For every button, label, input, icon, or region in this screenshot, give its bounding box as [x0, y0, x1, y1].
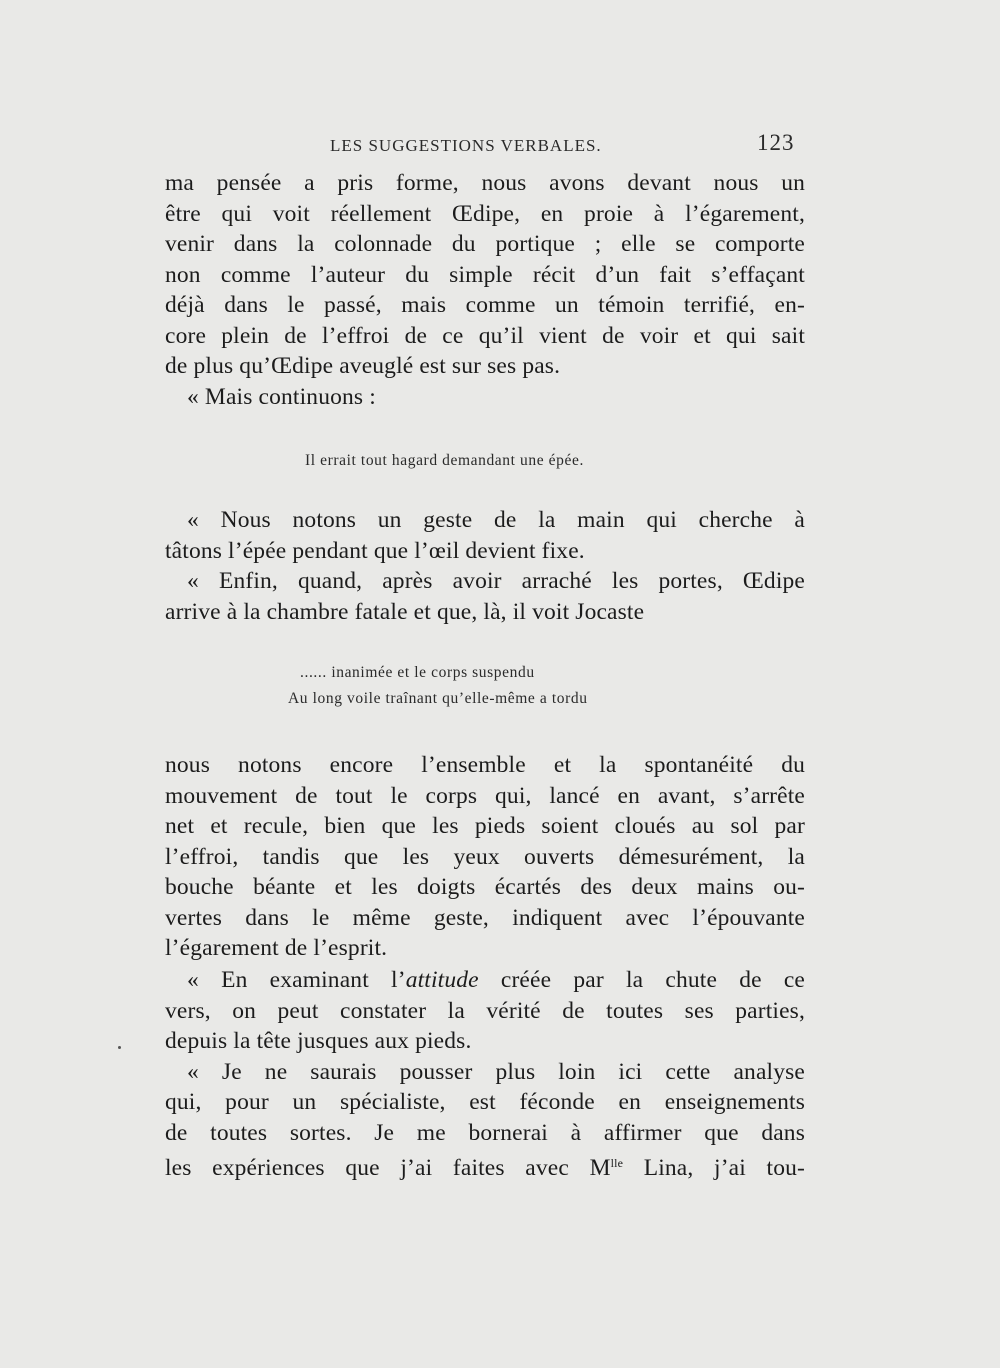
text-line: de plus qu’Œdipe aveuglé est sur ses pas. — [165, 353, 561, 379]
text-segment: les expériences que j’ai faites avec M — [165, 1155, 611, 1181]
text-line: non comme l’auteur du simple récit d’un fait s’effaçant — [165, 261, 805, 288]
page-number: 123 — [757, 130, 795, 155]
text-line: core plein de l’effroi de ce qu’il vient de voir et qui sait — [165, 322, 805, 349]
text-line — [165, 1148, 805, 1184]
text-segment: créée par la chute de ce — [478, 967, 806, 993]
text-line: arrive à la chambre fatale et que, là, il voit Jocaste — [165, 598, 645, 625]
text-line: tâtons l’épée pendant que l’œil devient fixe. — [165, 537, 585, 564]
ink-speck — [118, 1046, 121, 1049]
paragraph-block-1 — [165, 168, 805, 412]
text-line: « Nous notons un geste de la main qui cherche à — [187, 507, 805, 533]
text-line: ma pensée a pris forme, nous avons devant nous un — [165, 170, 805, 196]
verse-quote-1: Il errait tout hagard demandant une épée. — [305, 452, 584, 469]
text-line: « Mais continuons : — [187, 383, 376, 410]
text-line: nous notons encore l’ensemble et la spontanéité du — [165, 752, 805, 778]
verse-quote-2-line-1: ...... inanimée et le corps suspendu — [300, 664, 535, 681]
text-line: être qui voit réellement Œdipe, en proie à l’égarement, — [165, 200, 805, 227]
text-line: de toutes sortes. Je me bornerai à affirmer que dans — [165, 1119, 805, 1146]
text-line: « Je ne saurais pousser plus loin ici cette analyse — [187, 1058, 805, 1085]
paragraph-block-4 — [165, 965, 805, 1184]
text-line: mouvement de tout le corps qui, lancé en avant, s’arrête — [165, 782, 805, 809]
text-line: « Enfin, quand, après avoir arraché les portes, Œdipe — [187, 568, 805, 594]
verse-quote-2-line-2: Au long voile traînant qu’elle-même a tordu — [288, 690, 588, 707]
paragraph-block-3 — [165, 750, 805, 964]
text-line: l’effroi, tandis que les yeux ouverts démesurément, la — [165, 843, 805, 870]
text-line: net et recule, bien que les pieds soient cloués au sol par — [165, 813, 805, 839]
italic-word: attitude — [405, 967, 479, 993]
running-head: LES SUGGESTIONS VERBALES. — [330, 136, 602, 155]
text-line — [165, 965, 805, 996]
paragraph-block-2 — [165, 505, 805, 627]
text-line: bouche béante et les doigts écartés des deux mains ou- — [165, 874, 805, 900]
text-segment: « En examinant l’ — [187, 967, 406, 993]
text-line: l’égarement de l’esprit. — [165, 935, 388, 961]
text-segment: Lina, j’ai tou- — [623, 1155, 806, 1181]
text-line: déjà dans le passé, mais comme un témoin terrifié, en- — [165, 292, 805, 318]
text-line: qui, pour un spécialiste, est féconde en enseignements — [165, 1089, 805, 1115]
text-line: depuis la tête jusques aux pieds. — [165, 1028, 472, 1054]
text-line: vers, on peut constater la vérité de toutes ses parties, — [165, 997, 805, 1024]
text-line: venir dans la colonnade du portique ; elle se comporte — [165, 231, 805, 257]
text-line: vertes dans le même geste, indiquent avec l’épouvante — [165, 904, 805, 931]
superscript: lle — [610, 1156, 624, 1170]
